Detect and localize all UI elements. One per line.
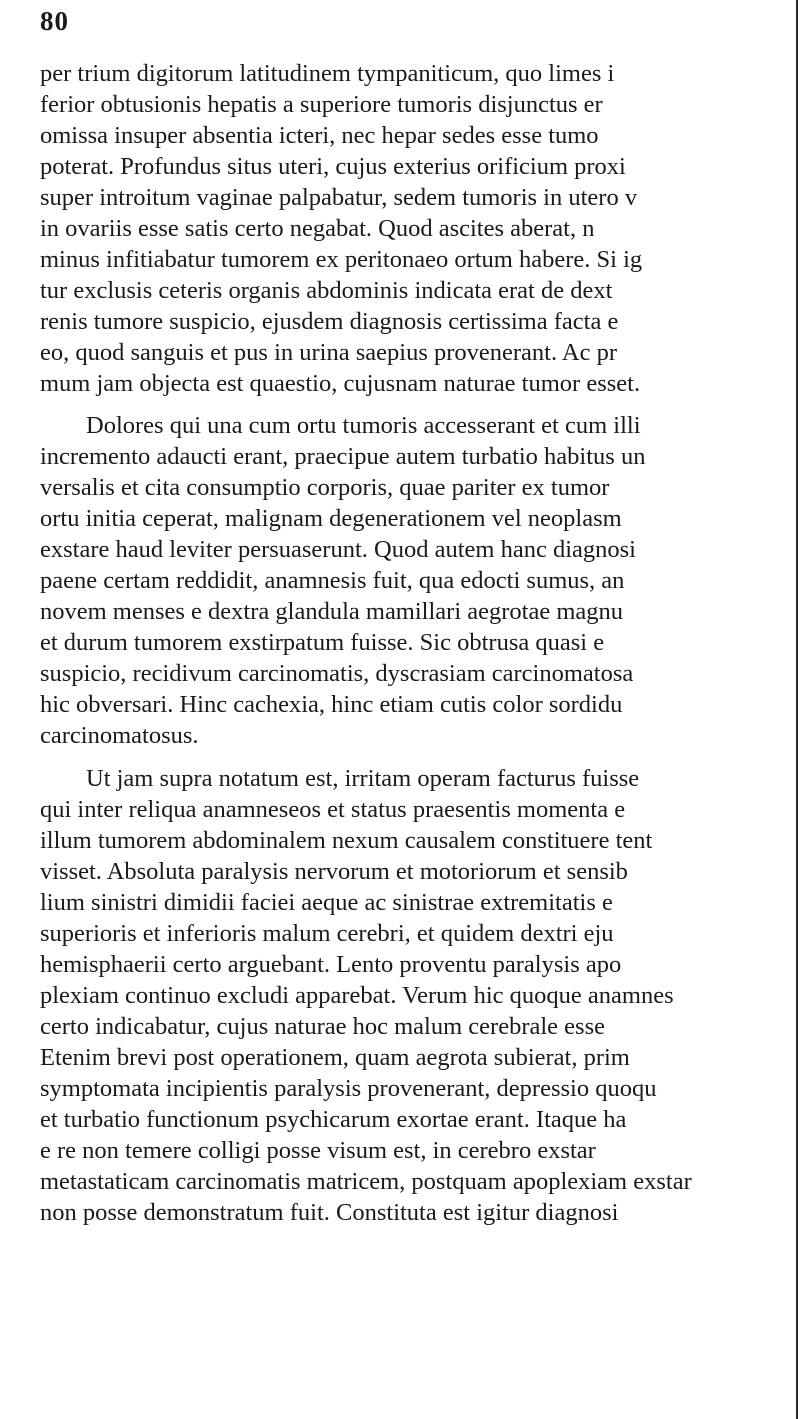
text-line: carcinomatosus. [40,722,199,749]
text-line: omissa insuper absentia icteri, nec hepar sedes esse tumo [40,122,599,149]
text-line: plexiam continuo excludi apparebat. Verum hic quoque anamnes [40,982,674,1009]
text-line: hic obversari. Hinc cachexia, hinc etiam cutis color sordidu [40,691,623,718]
text-line: exstare haud leviter persuaserunt. Quod autem hanc diagnosi [40,536,636,563]
text-line: incremento adaucti erant, praecipue autem turbatio habitus un [40,443,646,470]
text-line: eo, quod sanguis et pus in urina saepius provenerant. Ac pr [40,339,617,366]
text-line: in ovariis esse satis certo negabat. Quod ascites aberat, n [40,215,595,242]
text-line: non posse demonstratum fuit. Constituta est igitur diagnosi [40,1199,619,1226]
text-line: tur exclusis ceteris organis abdominis indicata erat de dext [40,277,613,304]
text-line: poterat. Profundus situs uteri, cujus exterius orificium proxi [40,153,626,180]
text-line: certo indicabatur, cujus naturae hoc malum cerebrale esse [40,1013,605,1040]
text-line: per trium digitorum latitudinem tympaniticum, quo limes i [40,60,615,87]
text-line: Ut jam supra notatum est, irritam operam facturus fuisse [86,765,640,792]
text-line: mum jam objecta est quaestio, cujusnam naturae tumor esset. [40,370,641,397]
text-line: minus infitiabatur tumorem ex peritonaeo ortum habere. Si ig [40,246,643,273]
text-line: hemisphaerii certo arguebant. Lento proventu paralysis apo [40,951,622,978]
text-line: et durum tumorem exstirpatum fuisse. Sic obtrusa quasi e [40,629,605,656]
text-line: e re non temere colligi posse visum est, in cerebro exstar [40,1137,596,1164]
text-line: ortu initia ceperat, malignam degenerationem vel neoplasm [40,505,622,532]
page-number: 80 [40,6,69,36]
text-line: paene certam reddidit, anamnesis fuit, qua edocti sumus, an [40,567,625,594]
text-line: suspicio, recidivum carcinomatis, dyscrasiam carcinomatosa [40,660,634,687]
text-line: lium sinistri dimidii faciei aeque ac sinistrae extremitatis e [40,889,613,916]
text-line: metastaticam carcinomatis matricem, postquam apoplexiam exstar [40,1168,692,1195]
page-edge-border [796,0,798,1419]
text-line: ferior obtusionis hepatis a superiore tumoris disjunctus er [40,91,603,118]
text-line: Etenim brevi post operationem, quam aegrota subierat, prim [40,1044,630,1071]
text-line: symptomata incipientis paralysis provenerant, depressio quoqu [40,1075,657,1102]
text-line: superioris et inferioris malum cerebri, et quidem dextri eju [40,920,614,947]
text-line: qui inter reliqua anamneseos et status praesentis momenta e [40,796,626,823]
text-line: visset. Absoluta paralysis nervorum et motoriorum et sensib [40,858,628,885]
text-line: Dolores qui una cum ortu tumoris accesserant et cum illi [86,412,641,439]
text-line: et turbatio functionum psychicarum exortae erant. Itaque ha [40,1106,627,1133]
text-line: versalis et cita consumptio corporis, quae pariter ex tumor [40,474,610,501]
text-line: illum tumorem abdominalem nexum causalem constituere tent [40,827,653,854]
text-line: novem menses e dextra glandula mamillari aegrotae magnu [40,598,624,625]
text-line: super introitum vaginae palpabatur, sedem tumoris in utero v [40,184,638,211]
text-line: renis tumore suspicio, ejusdem diagnosis certissima facta e [40,308,619,335]
